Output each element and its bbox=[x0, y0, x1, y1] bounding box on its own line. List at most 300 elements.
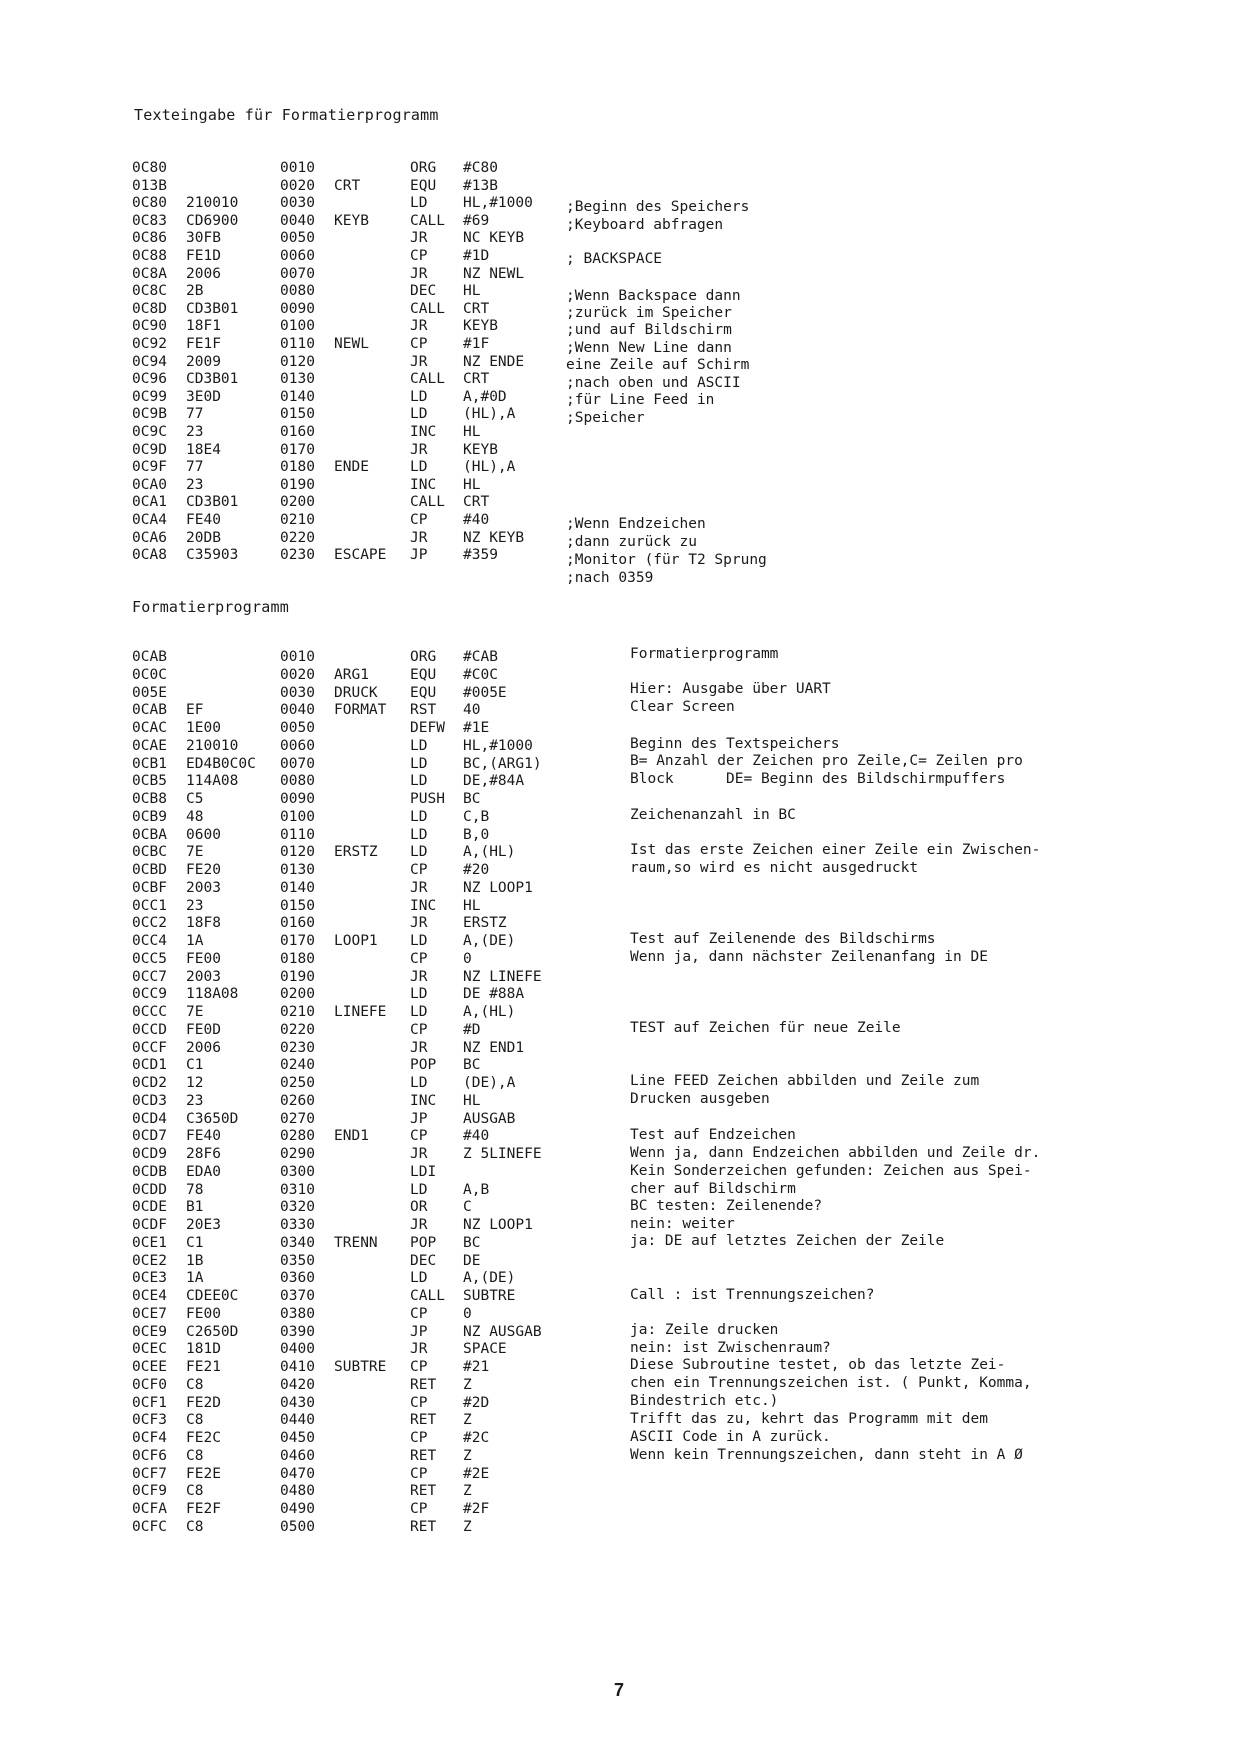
listing-line: 0320 bbox=[280, 1199, 315, 1216]
listing-addr: 0C90 bbox=[132, 318, 167, 335]
listing-op: INC bbox=[410, 476, 437, 493]
listing-arg: NZ LOOP1 bbox=[463, 1217, 533, 1233]
listing-code: C35903 bbox=[186, 547, 239, 564]
listing-line: 0010 bbox=[280, 160, 315, 176]
listing-code: CDEE0C bbox=[186, 1288, 239, 1304]
listing-op: RET bbox=[410, 1483, 437, 1500]
listing-addr: 0CD7 bbox=[132, 1128, 167, 1145]
listing-addr: 0CF9 bbox=[132, 1483, 167, 1500]
listing-arg: A,(HL) bbox=[463, 1004, 516, 1020]
listing-addr: 0CA4 bbox=[132, 512, 167, 528]
comment-line: chen ein Trennungszeichen ist. ( Punkt, Komma, bbox=[630, 1375, 1032, 1391]
listing-line: 0170 bbox=[280, 441, 315, 458]
listing-op: LD bbox=[410, 1270, 428, 1287]
listing-op: JR bbox=[410, 915, 428, 932]
listing-op: RET bbox=[410, 1518, 437, 1535]
listing-label: ESCAPE bbox=[334, 547, 387, 564]
listing-arg: #2E bbox=[463, 1465, 490, 1482]
listing-op: CP bbox=[410, 1305, 428, 1322]
listing-addr: 0CB5 bbox=[132, 773, 167, 790]
listing-line: 0010 bbox=[280, 649, 315, 665]
comment-line: BC testen: Zeilenende? bbox=[630, 1198, 823, 1214]
listing-addr: 0CCD bbox=[132, 1021, 167, 1038]
listing-line: 0260 bbox=[280, 1092, 315, 1109]
comment-line: ;nach oben und ASCII bbox=[566, 375, 741, 391]
comment-line: ;für Line Feed in bbox=[566, 392, 715, 408]
listing-arg: BC bbox=[463, 1234, 481, 1251]
listing-addr: 0CB9 bbox=[132, 808, 167, 825]
comment-line: eine Zeile auf Schirm bbox=[566, 357, 750, 373]
listing-addr: 0CDF bbox=[132, 1217, 167, 1233]
listing-op: LD bbox=[410, 737, 428, 754]
listing-code: 2009 bbox=[186, 353, 221, 370]
comment-line: ja: DE auf letztes Zeichen der Zeile bbox=[630, 1233, 945, 1249]
listing-line: 0240 bbox=[280, 1057, 315, 1074]
listing-line: 0290 bbox=[280, 1146, 315, 1162]
listing-code: 1B bbox=[186, 1252, 204, 1269]
listing-line: 0250 bbox=[280, 1075, 315, 1091]
listing-op: LD bbox=[410, 826, 428, 843]
listing-code: 20E3 bbox=[186, 1217, 221, 1233]
listing-arg: NZ NEWL bbox=[463, 265, 525, 282]
listing-label: KEYB bbox=[334, 212, 369, 229]
listing-code: 3E0D bbox=[186, 388, 221, 405]
listing-code: 18E4 bbox=[186, 441, 221, 458]
listing-arg: #D bbox=[463, 1021, 481, 1038]
listing-op: LD bbox=[410, 1004, 428, 1020]
listing-op: JP bbox=[410, 547, 428, 564]
listing-line: 0350 bbox=[280, 1252, 315, 1269]
listing-op: LDI bbox=[410, 1163, 437, 1180]
listing-arg: #69 bbox=[463, 212, 490, 229]
listing-op: LD bbox=[410, 406, 428, 423]
listing-addr: 0CE3 bbox=[132, 1270, 167, 1287]
comment-line: ;zurück im Speicher bbox=[566, 305, 732, 321]
listing-addr: 0C9F bbox=[132, 459, 167, 476]
listing-label: FORMAT bbox=[334, 702, 387, 719]
listing-arg: A,#0D bbox=[463, 388, 507, 405]
listing-code: ED4B0C0C bbox=[186, 755, 256, 772]
listing-op: CP bbox=[410, 1394, 428, 1411]
listing-code: 78 bbox=[186, 1181, 204, 1198]
listing-addr: 0C8A bbox=[132, 265, 167, 282]
listing-op: JR bbox=[410, 1146, 428, 1162]
listing-arg: #20 bbox=[463, 862, 490, 878]
listing-op: POP bbox=[410, 1057, 437, 1074]
listing-op: JR bbox=[410, 230, 428, 247]
listing-arg: NZ LOOP1 bbox=[463, 879, 533, 896]
listing-line: 0030 bbox=[280, 195, 315, 212]
listing-arg: NZ LINEFE bbox=[463, 968, 542, 985]
listing-label: SUBTRE bbox=[334, 1359, 387, 1375]
comment-line: ;Wenn Backspace dann bbox=[566, 288, 741, 304]
listing-arg: Z 5LINEFE bbox=[463, 1146, 542, 1162]
listing-addr: 0C88 bbox=[132, 248, 167, 264]
listing-addr: 0CD9 bbox=[132, 1146, 167, 1162]
listing-line: 0220 bbox=[280, 529, 315, 546]
listing-op: EQU bbox=[410, 684, 437, 701]
listing-op: LD bbox=[410, 755, 428, 772]
listing-arg: HL,#1000 bbox=[463, 195, 533, 212]
listing-op: CALL bbox=[410, 300, 445, 317]
listing-line: 0100 bbox=[280, 808, 315, 825]
listing-addr: 0CAE bbox=[132, 737, 167, 754]
listing-addr: 0C80 bbox=[132, 195, 167, 212]
listing-line: 0490 bbox=[280, 1501, 315, 1517]
listing-code: 28F6 bbox=[186, 1146, 221, 1162]
listing-addr: 0CF4 bbox=[132, 1430, 167, 1446]
listing-arg: SUBTRE bbox=[463, 1288, 516, 1304]
listing-line: 0370 bbox=[280, 1288, 315, 1304]
listing-line: 0200 bbox=[280, 986, 315, 1003]
listing-line: 0040 bbox=[280, 702, 315, 719]
listing-code: 18F8 bbox=[186, 915, 221, 932]
listing-code: FE1F bbox=[186, 336, 221, 352]
listing-arg: C,B bbox=[463, 808, 490, 825]
listing-line: 0190 bbox=[280, 476, 315, 493]
listing-code: 48 bbox=[186, 808, 204, 825]
listing-addr: 0CE2 bbox=[132, 1252, 167, 1269]
listing-op: JR bbox=[410, 968, 428, 985]
listing-arg: CRT bbox=[463, 494, 490, 511]
listing-line: 0400 bbox=[280, 1341, 315, 1358]
listing-arg: A,(DE) bbox=[463, 933, 516, 949]
listing-line: 0410 bbox=[280, 1359, 315, 1375]
listing-code: FE40 bbox=[186, 512, 221, 528]
listing-code: 2B bbox=[186, 283, 204, 300]
listing-code: FE2D bbox=[186, 1394, 221, 1411]
comment-line: ;nach 0359 bbox=[566, 570, 654, 586]
listing-op: LD bbox=[410, 808, 428, 825]
listing-code: FE21 bbox=[186, 1359, 221, 1375]
listing-code: 77 bbox=[186, 459, 204, 476]
listing-code: FE1D bbox=[186, 248, 221, 264]
listing-line: 0110 bbox=[280, 336, 315, 352]
listing-code: C8 bbox=[186, 1447, 204, 1464]
listing-code: 7E bbox=[186, 844, 204, 861]
comment-line: nein: ist Zwischenraum? bbox=[630, 1340, 831, 1356]
listing-op: RST bbox=[410, 702, 437, 719]
listing-arg: NZ END1 bbox=[463, 1039, 525, 1056]
listing-arg: HL bbox=[463, 1092, 481, 1109]
comment-line: nein: weiter bbox=[630, 1216, 735, 1232]
listing-label: ENDE bbox=[334, 459, 369, 476]
listing-code: FE00 bbox=[186, 950, 221, 967]
listing-addr: 0CDE bbox=[132, 1199, 167, 1216]
listing-line: 0420 bbox=[280, 1376, 315, 1393]
listing-op: CP bbox=[410, 1430, 428, 1446]
listing-addr: 0CF7 bbox=[132, 1465, 167, 1482]
listing-addr: 0CE1 bbox=[132, 1234, 167, 1251]
listing-line: 0210 bbox=[280, 512, 315, 528]
listing-code: CD3B01 bbox=[186, 300, 239, 317]
comment-line: Kein Sonderzeichen gefunden: Zeichen aus Spei- bbox=[630, 1163, 1032, 1179]
listing-addr: 0CF6 bbox=[132, 1447, 167, 1464]
listing-arg: (DE),A bbox=[463, 1075, 516, 1091]
comment-line: Test auf Endzeichen bbox=[630, 1127, 796, 1143]
listing-addr: 0CB8 bbox=[132, 791, 167, 807]
listing-addr: 0CD1 bbox=[132, 1057, 167, 1074]
listing-arg: #1E bbox=[463, 720, 490, 736]
comment-line: Ist das erste Zeichen einer Zeile ein Zwischen- bbox=[630, 842, 1041, 858]
listing-op: RET bbox=[410, 1412, 437, 1429]
comment-line: Zeichenanzahl in BC bbox=[630, 807, 796, 823]
listing-arg: 40 bbox=[463, 702, 481, 719]
listing-line: 0180 bbox=[280, 459, 315, 476]
listing-line: 0480 bbox=[280, 1483, 315, 1500]
comment-line: TEST auf Zeichen für neue Zeile bbox=[630, 1020, 901, 1036]
listing-arg: #CAB bbox=[463, 649, 498, 665]
listing-addr: 0CA6 bbox=[132, 529, 167, 546]
listing-op: JR bbox=[410, 265, 428, 282]
listing-line: 0210 bbox=[280, 1004, 315, 1020]
section-title-texteingabe: Texteingabe für Formatierprogramm bbox=[134, 106, 439, 124]
listing-line: 0140 bbox=[280, 388, 315, 405]
comment-line: cher auf Bildschirm bbox=[630, 1181, 796, 1197]
listing-addr: 0CE9 bbox=[132, 1323, 167, 1340]
listing-addr: 0CF0 bbox=[132, 1376, 167, 1393]
listing-code: B1 bbox=[186, 1199, 204, 1216]
listing-op: CP bbox=[410, 1021, 428, 1038]
listing-code: 77 bbox=[186, 406, 204, 423]
listing-line: 0080 bbox=[280, 283, 315, 300]
page-number: 7 bbox=[614, 1680, 625, 1700]
listing-label: NEWL bbox=[334, 336, 369, 352]
listing-op: LD bbox=[410, 388, 428, 405]
listing-code: 20DB bbox=[186, 529, 221, 546]
listing-op: LD bbox=[410, 459, 428, 476]
listing-addr: 0CB1 bbox=[132, 755, 167, 772]
comment-line: Drucken ausgeben bbox=[630, 1091, 770, 1107]
listing-code: 210010 bbox=[186, 195, 239, 212]
listing-line: 0170 bbox=[280, 933, 315, 949]
listing-line: 0500 bbox=[280, 1518, 315, 1535]
listing-addr: 0CAB bbox=[132, 702, 167, 719]
listing-arg: #2D bbox=[463, 1394, 490, 1411]
listing-op: CALL bbox=[410, 494, 445, 511]
comment-line: ;Wenn New Line dann bbox=[566, 340, 732, 356]
listing-line: 0050 bbox=[280, 230, 315, 247]
listing-op: LD bbox=[410, 1181, 428, 1198]
listing-addr: 0CDB bbox=[132, 1163, 167, 1180]
listing-op: LD bbox=[410, 195, 428, 212]
listing-code: 114A08 bbox=[186, 773, 239, 790]
listing-line: 0060 bbox=[280, 737, 315, 754]
listing-label: DRUCK bbox=[334, 684, 378, 701]
listing-op: CP bbox=[410, 248, 428, 264]
listing-addr: 0CD4 bbox=[132, 1110, 167, 1127]
listing-arg: #40 bbox=[463, 512, 490, 528]
listing-op: LD bbox=[410, 986, 428, 1003]
comment-line: ;dann zurück zu bbox=[566, 534, 697, 550]
listing-addr: 0C94 bbox=[132, 353, 167, 370]
listing-op: CP bbox=[410, 1501, 428, 1517]
listing-arg: NZ AUSGAB bbox=[463, 1323, 542, 1340]
listing-arg: #40 bbox=[463, 1128, 490, 1145]
listing-addr: 0CCF bbox=[132, 1039, 167, 1056]
listing-line: 0110 bbox=[280, 826, 315, 843]
listing-label: END1 bbox=[334, 1128, 369, 1145]
comment-line: Test auf Zeilenende des Bildschirms bbox=[630, 931, 936, 947]
listing-code: C8 bbox=[186, 1376, 204, 1393]
listing-addr: 0C99 bbox=[132, 388, 167, 405]
listing-arg: A,(DE) bbox=[463, 1270, 516, 1287]
listing-arg: #13B bbox=[463, 177, 498, 194]
comment-line: Bindestrich etc.) bbox=[630, 1393, 779, 1409]
comment-line: ; BACKSPACE bbox=[566, 251, 663, 267]
listing-line: 0020 bbox=[280, 177, 315, 194]
listing-arg: #21 bbox=[463, 1359, 490, 1375]
listing-code: 1A bbox=[186, 933, 204, 949]
listing-arg: #359 bbox=[463, 547, 498, 564]
listing-arg: CRT bbox=[463, 371, 490, 388]
listing-op: DEC bbox=[410, 283, 437, 300]
listing-arg: 0 bbox=[463, 1305, 472, 1322]
listing-code: 12 bbox=[186, 1075, 204, 1091]
listing-line: 0120 bbox=[280, 844, 315, 861]
listing-code: C5 bbox=[186, 791, 204, 807]
listing-line: 0130 bbox=[280, 862, 315, 878]
listing-addr: 0C9D bbox=[132, 441, 167, 458]
listing-addr: 0CAC bbox=[132, 720, 167, 736]
listing-op: JR bbox=[410, 353, 428, 370]
listing-code: 2006 bbox=[186, 265, 221, 282]
listing-arg: #005E bbox=[463, 684, 507, 701]
listing-op: CALL bbox=[410, 212, 445, 229]
listing-label: ERSTZ bbox=[334, 844, 378, 861]
listing-arg: #2F bbox=[463, 1501, 490, 1517]
listing-line: 0050 bbox=[280, 720, 315, 736]
listing-code: 210010 bbox=[186, 737, 239, 754]
listing-line: 0440 bbox=[280, 1412, 315, 1429]
comment-line: Block DE= Beginn des Bildschirmpuffers bbox=[630, 771, 1006, 787]
comment-line: Wenn ja, dann nächster Zeilenanfang in DE bbox=[630, 949, 988, 965]
listing-addr: 0C83 bbox=[132, 212, 167, 229]
listing-arg: NC KEYB bbox=[463, 230, 525, 247]
listing-arg: Z bbox=[463, 1376, 472, 1393]
listing-addr: 0C9B bbox=[132, 406, 167, 423]
comment-line: Diese Subroutine testet, ob das letzte Zei- bbox=[630, 1357, 1006, 1373]
listing-op: CALL bbox=[410, 1288, 445, 1304]
listing-arg: CRT bbox=[463, 300, 490, 317]
listing-addr: 0CC9 bbox=[132, 986, 167, 1003]
listing-addr: 0CC5 bbox=[132, 950, 167, 967]
listing-line: 0330 bbox=[280, 1217, 315, 1233]
listing-addr: 0CF1 bbox=[132, 1394, 167, 1411]
listing-op: LD bbox=[410, 1075, 428, 1091]
listing-code: FE40 bbox=[186, 1128, 221, 1145]
listing-op: JR bbox=[410, 1341, 428, 1358]
listing-addr: 0CE7 bbox=[132, 1305, 167, 1322]
listing-code: CD3B01 bbox=[186, 494, 239, 511]
listing-arg: ERSTZ bbox=[463, 915, 507, 932]
listing-addr: 0CC2 bbox=[132, 915, 167, 932]
comment-line: ;Beginn des Speichers bbox=[566, 199, 750, 215]
listing-line: 0220 bbox=[280, 1021, 315, 1038]
listing-line: 0070 bbox=[280, 755, 315, 772]
listing-code: EDA0 bbox=[186, 1163, 221, 1180]
listing-line: 0190 bbox=[280, 968, 315, 985]
listing-code: 30FB bbox=[186, 230, 221, 247]
listing-line: 0380 bbox=[280, 1305, 315, 1322]
listing-line: 0230 bbox=[280, 1039, 315, 1056]
listing-code: CD3B01 bbox=[186, 371, 239, 388]
listing-code: 118A08 bbox=[186, 986, 239, 1003]
listing-addr: 0CE4 bbox=[132, 1288, 167, 1304]
listing-addr: 0CF3 bbox=[132, 1412, 167, 1429]
listing-addr: 0CEE bbox=[132, 1359, 167, 1375]
listing-addr: 0CA8 bbox=[132, 547, 167, 564]
listing-op: INC bbox=[410, 1092, 437, 1109]
listing-addr: 0C80 bbox=[132, 160, 167, 176]
listing-addr: 0C8C bbox=[132, 283, 167, 300]
listing-line: 0180 bbox=[280, 950, 315, 967]
listing-op: LD bbox=[410, 933, 428, 949]
listing-line: 0060 bbox=[280, 248, 315, 264]
listing-code: C3650D bbox=[186, 1110, 239, 1127]
listing-code: 18F1 bbox=[186, 318, 221, 335]
listing-op: JR bbox=[410, 441, 428, 458]
comment-line: ;Speicher bbox=[566, 410, 645, 426]
listing-op: EQU bbox=[410, 666, 437, 683]
listing-arg: KEYB bbox=[463, 318, 498, 335]
listing-op: JP bbox=[410, 1323, 428, 1340]
listing-code: C8 bbox=[186, 1412, 204, 1429]
listing-op: JR bbox=[410, 1039, 428, 1056]
listing-arg: Z bbox=[463, 1518, 472, 1535]
listing-line: 0470 bbox=[280, 1465, 315, 1482]
listing-line: 0300 bbox=[280, 1163, 315, 1180]
listing-arg: A,B bbox=[463, 1181, 490, 1198]
listing-line: 0090 bbox=[280, 791, 315, 807]
listing-arg: #C80 bbox=[463, 160, 498, 176]
listing-arg: (HL),A bbox=[463, 459, 516, 476]
listing-code: 23 bbox=[186, 1092, 204, 1109]
listing-code: C8 bbox=[186, 1518, 204, 1535]
listing-addr: 0C9C bbox=[132, 424, 167, 440]
listing-addr: 0CC4 bbox=[132, 933, 167, 949]
comment-line: ;Keyboard abfragen bbox=[566, 217, 724, 233]
listing-line: 0020 bbox=[280, 666, 315, 683]
listing-op: RET bbox=[410, 1447, 437, 1464]
listing-op: CP bbox=[410, 1359, 428, 1375]
listing-arg: BC bbox=[463, 1057, 481, 1074]
listing-label: ARG1 bbox=[334, 666, 369, 683]
listing-arg: Z bbox=[463, 1483, 472, 1500]
listing-line: 0310 bbox=[280, 1181, 315, 1198]
listing-arg: HL bbox=[463, 476, 481, 493]
listing-addr: 005E bbox=[132, 684, 167, 701]
listing-op: JP bbox=[410, 1110, 428, 1127]
listing-arg: KEYB bbox=[463, 441, 498, 458]
listing-addr: 0C96 bbox=[132, 371, 167, 388]
listing-code: 1A bbox=[186, 1270, 204, 1287]
listing-code: EF bbox=[186, 702, 204, 719]
listing-op: INC bbox=[410, 897, 437, 914]
comment-line: ja: Zeile drucken bbox=[630, 1322, 779, 1338]
listing-line: 0360 bbox=[280, 1270, 315, 1287]
listing-code: FE2F bbox=[186, 1501, 221, 1517]
listing-arg: SPACE bbox=[463, 1341, 507, 1358]
listing-code: C1 bbox=[186, 1234, 204, 1251]
listing-label: LOOP1 bbox=[334, 933, 378, 949]
listing-op: LD bbox=[410, 773, 428, 790]
listing-arg: NZ ENDE bbox=[463, 353, 525, 370]
listing-code: C1 bbox=[186, 1057, 204, 1074]
comment-line: ;und auf Bildschirm bbox=[566, 322, 732, 338]
comment-line: ;Wenn Endzeichen bbox=[566, 516, 706, 532]
listing-line: 0270 bbox=[280, 1110, 315, 1127]
